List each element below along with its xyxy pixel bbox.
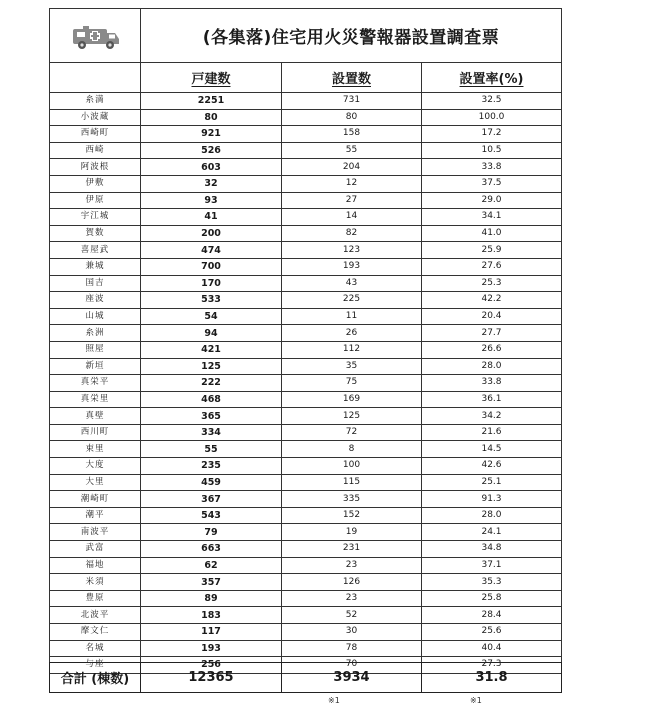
cell-rate: 36.1 [422,391,562,408]
cell-houses: 32 [141,175,282,192]
header-empty [50,63,141,93]
cell-rate: 25.8 [422,590,562,607]
cell-installed: 52 [282,607,422,624]
cell-houses: 41 [141,209,282,226]
cell-rate: 28.4 [422,607,562,624]
table-row [50,507,562,524]
cell-houses: 235 [141,458,282,475]
cell-rate: 25.6 [422,624,562,641]
cell-name: 束里 [50,441,141,458]
cell-name: 照屋 [50,341,141,358]
cell-name: 真栄平 [50,375,141,392]
cell-rate: 25.9 [422,242,562,259]
column-header-row [50,63,562,93]
total-table [49,662,562,693]
cell-installed: 152 [282,507,422,524]
cell-houses: 663 [141,541,282,558]
cell-installed: 14 [282,209,422,226]
cell-houses: 200 [141,225,282,242]
cell-name: 山城 [50,308,141,325]
cell-rate: 91.3 [422,491,562,508]
cell-name: 潮平 [50,507,141,524]
cell-houses: 2251 [141,93,282,110]
title-row [50,9,562,63]
table-row [50,258,562,275]
table-row [50,325,562,342]
table-row [50,93,562,110]
cell-installed: 80 [282,109,422,126]
table-row [50,524,562,541]
cell-houses: 89 [141,590,282,607]
cell-houses: 80 [141,109,282,126]
cell-houses: 79 [141,524,282,541]
cell-houses: 603 [141,159,282,176]
cell-name: 大里 [50,474,141,491]
total-row [50,663,562,693]
cell-houses: 55 [141,441,282,458]
cell-name: 西崎 [50,142,141,159]
cell-installed: 115 [282,474,422,491]
cell-name: 伊原 [50,192,141,209]
cell-name: 武富 [50,541,141,558]
cell-houses: 193 [141,640,282,657]
footnote-installed: ※1 [328,696,340,705]
cell-rate: 100.0 [422,109,562,126]
cell-name: 摩文仁 [50,624,141,641]
cell-rate: 37.5 [422,175,562,192]
table-row [50,375,562,392]
cell-installed: 19 [282,524,422,541]
table-row [50,607,562,624]
table-row [50,109,562,126]
cell-installed: 23 [282,557,422,574]
cell-installed: 30 [282,624,422,641]
table-row [50,424,562,441]
cell-installed: 72 [282,424,422,441]
total-houses: 12365 [141,663,282,693]
cell-rate: 32.5 [422,93,562,110]
table-row [50,541,562,558]
cell-installed: 55 [282,142,422,159]
cell-name: 糸満 [50,93,141,110]
cell-name: 大度 [50,458,141,475]
cell-name: 真壁 [50,408,141,425]
cell-installed: 23 [282,590,422,607]
cell-installed: 43 [282,275,422,292]
cell-houses: 921 [141,126,282,143]
cell-rate: 25.1 [422,474,562,491]
total-installed: 3934 [282,663,422,693]
cell-rate: 27.3 [422,657,562,674]
cell-name: 南波平 [50,524,141,541]
cell-rate: 27.6 [422,258,562,275]
cell-name: 西川町 [50,424,141,441]
cell-installed: 225 [282,292,422,309]
cell-rate: 35.3 [422,574,562,591]
cell-installed: 78 [282,640,422,657]
cell-installed: 8 [282,441,422,458]
cell-rate: 20.4 [422,308,562,325]
cell-rate: 37.1 [422,557,562,574]
table-row [50,225,562,242]
cell-installed: 35 [282,358,422,375]
cell-installed: 158 [282,126,422,143]
cell-name: 新垣 [50,358,141,375]
cell-installed: 126 [282,574,422,591]
cell-rate: 34.1 [422,209,562,226]
cell-installed: 82 [282,225,422,242]
cell-name: 国吉 [50,275,141,292]
table-row [50,308,562,325]
cell-installed: 27 [282,192,422,209]
cell-houses: 474 [141,242,282,259]
cell-rate: 41.0 [422,225,562,242]
table-row [50,126,562,143]
cell-houses: 367 [141,491,282,508]
table-row [50,292,562,309]
cell-installed: 70 [282,657,422,674]
cell-rate: 26.6 [422,341,562,358]
cell-name: 小波蔵 [50,109,141,126]
cell-installed: 11 [282,308,422,325]
cell-rate: 17.2 [422,126,562,143]
cell-installed: 26 [282,325,422,342]
total-label: 合計 (棟数) [50,663,141,693]
cell-houses: 256 [141,657,282,674]
cell-name: 宇江城 [50,209,141,226]
table-row [50,242,562,259]
cell-houses: 468 [141,391,282,408]
cell-houses: 222 [141,375,282,392]
cell-houses: 117 [141,624,282,641]
cell-installed: 123 [282,242,422,259]
table-row [50,209,562,226]
cell-name: 喜屋武 [50,242,141,259]
header-houses: 戸建数 [141,63,282,93]
table-row [50,142,562,159]
cell-rate: 25.3 [422,275,562,292]
cell-name: 真栄里 [50,391,141,408]
cell-rate: 42.2 [422,292,562,309]
table-row [50,640,562,657]
cell-rate: 27.7 [422,325,562,342]
cell-houses: 357 [141,574,282,591]
table-row [50,391,562,408]
cell-houses: 54 [141,308,282,325]
cell-installed: 231 [282,541,422,558]
cell-installed: 12 [282,175,422,192]
cell-houses: 94 [141,325,282,342]
table-row [50,458,562,475]
cell-name: 名城 [50,640,141,657]
cell-houses: 183 [141,607,282,624]
footnote-rate: ※1 [470,696,482,705]
table-row [50,275,562,292]
cell-name: 潮崎町 [50,491,141,508]
cell-name: 兼城 [50,258,141,275]
table-row [50,557,562,574]
cell-houses: 700 [141,258,282,275]
total-rate: 31.8 [422,663,562,693]
cell-houses: 334 [141,424,282,441]
cell-installed: 125 [282,408,422,425]
table-row [50,341,562,358]
cell-name: 伊敷 [50,175,141,192]
survey-table [49,8,562,674]
table-row [50,441,562,458]
cell-rate: 28.0 [422,507,562,524]
cell-houses: 459 [141,474,282,491]
table-row [50,408,562,425]
cell-rate: 34.2 [422,408,562,425]
table-row [50,624,562,641]
cell-houses: 421 [141,341,282,358]
cell-houses: 93 [141,192,282,209]
cell-houses: 533 [141,292,282,309]
cell-rate: 28.0 [422,358,562,375]
cell-installed: 100 [282,458,422,475]
header-installed: 設置数 [282,63,422,93]
cell-houses: 365 [141,408,282,425]
table-row [50,491,562,508]
cell-installed: 731 [282,93,422,110]
cell-houses: 170 [141,275,282,292]
cell-installed: 75 [282,375,422,392]
cell-installed: 169 [282,391,422,408]
table-row [50,192,562,209]
page-title: (各集落)住宅用火災警報器設置調査票 [141,9,562,63]
cell-name: 北波平 [50,607,141,624]
cell-rate: 33.8 [422,375,562,392]
cell-name: 福地 [50,557,141,574]
cell-houses: 526 [141,142,282,159]
cell-houses: 62 [141,557,282,574]
table-row [50,175,562,192]
cell-name: 座波 [50,292,141,309]
cell-houses: 543 [141,507,282,524]
cell-name: 糸洲 [50,325,141,342]
cell-installed: 112 [282,341,422,358]
cell-name: 豊原 [50,590,141,607]
table-row [50,159,562,176]
cell-houses: 125 [141,358,282,375]
cell-name: 米須 [50,574,141,591]
cell-installed: 335 [282,491,422,508]
cell-name: 西崎町 [50,126,141,143]
table-row [50,358,562,375]
table-row [50,474,562,491]
table-row [50,590,562,607]
cell-installed: 193 [282,258,422,275]
cell-rate: 10.5 [422,142,562,159]
cell-rate: 29.0 [422,192,562,209]
cell-name: 与座 [50,657,141,674]
cell-name: 阿波根 [50,159,141,176]
cell-installed: 204 [282,159,422,176]
cell-rate: 34.8 [422,541,562,558]
cell-rate: 24.1 [422,524,562,541]
cell-rate: 21.6 [422,424,562,441]
ambulance-icon [50,9,141,63]
cell-rate: 33.8 [422,159,562,176]
header-rate: 設置率(%) [422,63,562,93]
table-row [50,574,562,591]
cell-rate: 42.6 [422,458,562,475]
cell-rate: 14.5 [422,441,562,458]
cell-name: 賀数 [50,225,141,242]
cell-rate: 40.4 [422,640,562,657]
